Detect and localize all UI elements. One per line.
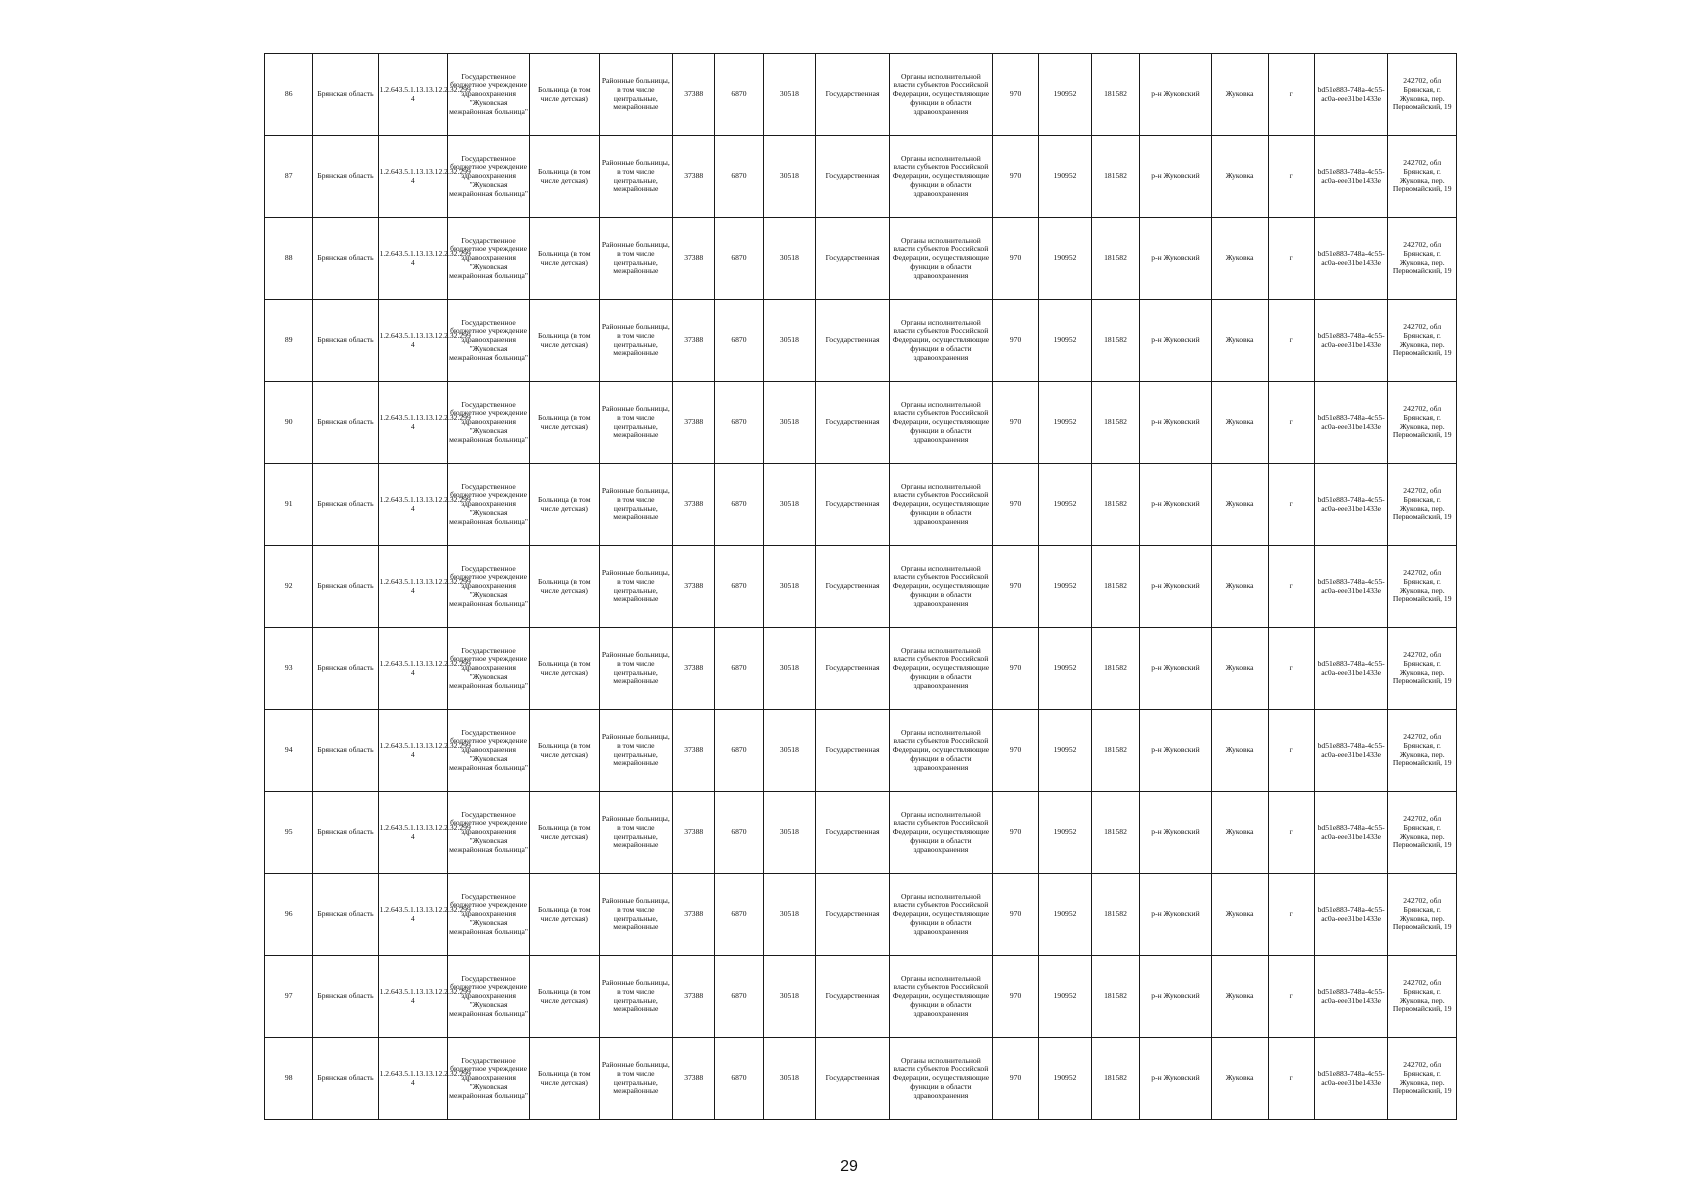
cell-authority: Органы исполнительной власти субъектов Российской Федерации, осуществляющие функции в области здравоохранения: [889, 136, 992, 218]
cell-district: р-н Жуковский: [1140, 382, 1212, 464]
cell-row-number: 95: [265, 792, 313, 874]
cell-ownership: Государственная: [816, 136, 890, 218]
table-row: [265, 628, 1457, 710]
cell-value-1: 37388: [673, 710, 715, 792]
cell-value-4: 970: [992, 1038, 1038, 1120]
cell-value-2: 6870: [715, 874, 763, 956]
cell-value-5: 190952: [1039, 628, 1092, 710]
cell-guid: bd51e883-748a-4c55-ac0a-eee31be1433e: [1314, 710, 1388, 792]
cell-value-4: 970: [992, 382, 1038, 464]
cell-facility-subtype: Районные больницы, в том числе центральные, межрайонные: [599, 956, 673, 1038]
cell-value-5: 190952: [1039, 464, 1092, 546]
cell-locality-type: г: [1268, 792, 1314, 874]
cell-institution: Государственное бюджетное учреждение здравоохранения "Жуковская межрайонная больница": [448, 874, 530, 956]
cell-value-6: 181582: [1091, 464, 1139, 546]
cell-guid: bd51e883-748a-4c55-ac0a-eee31be1433e: [1314, 546, 1388, 628]
cell-oid-code: 1.2.643.5.1.13.13.12.2.32.299 4: [378, 792, 447, 874]
cell-region: Брянская область: [313, 54, 378, 136]
cell-facility-subtype: Районные больницы, в том числе центральные, межрайонные: [599, 628, 673, 710]
table-body: [265, 54, 1457, 1120]
cell-district: р-н Жуковский: [1140, 546, 1212, 628]
cell-authority: Органы исполнительной власти субъектов Российской Федерации, осуществляющие функции в области здравоохранения: [889, 956, 992, 1038]
cell-address: 242702, обл Брянская, г. Жуковка, пер. Первомайский, 19: [1388, 792, 1457, 874]
cell-row-number: 97: [265, 956, 313, 1038]
cell-locality-type: г: [1268, 464, 1314, 546]
table-row: [265, 956, 1457, 1038]
cell-value-4: 970: [992, 218, 1038, 300]
cell-value-2: 6870: [715, 1038, 763, 1120]
cell-locality: Жуковка: [1211, 956, 1268, 1038]
cell-address: 242702, обл Брянская, г. Жуковка, пер. Первомайский, 19: [1388, 1038, 1457, 1120]
cell-authority: Органы исполнительной власти субъектов Российской Федерации, осуществляющие функции в области здравоохранения: [889, 54, 992, 136]
cell-locality: Жуковка: [1211, 546, 1268, 628]
cell-value-3: 30518: [763, 792, 816, 874]
cell-authority: Органы исполнительной власти субъектов Российской Федерации, осуществляющие функции в области здравоохранения: [889, 1038, 992, 1120]
cell-value-6: 181582: [1091, 300, 1139, 382]
cell-facility-subtype: Районные больницы, в том числе центральные, межрайонные: [599, 464, 673, 546]
cell-value-6: 181582: [1091, 136, 1139, 218]
cell-region: Брянская область: [313, 874, 378, 956]
cell-ownership: Государственная: [816, 874, 890, 956]
cell-locality-type: г: [1268, 54, 1314, 136]
cell-institution: Государственное бюджетное учреждение здравоохранения "Жуковская межрайонная больница": [448, 218, 530, 300]
cell-institution: Государственное бюджетное учреждение здравоохранения "Жуковская межрайонная больница": [448, 710, 530, 792]
cell-locality: Жуковка: [1211, 136, 1268, 218]
cell-value-6: 181582: [1091, 382, 1139, 464]
cell-value-4: 970: [992, 956, 1038, 1038]
cell-authority: Органы исполнительной власти субъектов Российской Федерации, осуществляющие функции в области здравоохранения: [889, 218, 992, 300]
cell-locality: Жуковка: [1211, 874, 1268, 956]
cell-facility-type: Больница (в том числе детская): [530, 956, 599, 1038]
cell-facility-subtype: Районные больницы, в том числе центральные, межрайонные: [599, 218, 673, 300]
cell-value-5: 190952: [1039, 382, 1092, 464]
cell-institution: Государственное бюджетное учреждение здравоохранения "Жуковская межрайонная больница": [448, 546, 530, 628]
cell-institution: Государственное бюджетное учреждение здравоохранения "Жуковская межрайонная больница": [448, 300, 530, 382]
cell-institution: Государственное бюджетное учреждение здравоохранения "Жуковская межрайонная больница": [448, 628, 530, 710]
cell-value-2: 6870: [715, 136, 763, 218]
cell-locality: Жуковка: [1211, 710, 1268, 792]
cell-institution: Государственное бюджетное учреждение здравоохранения "Жуковская межрайонная больница": [448, 1038, 530, 1120]
cell-locality: Жуковка: [1211, 218, 1268, 300]
cell-district: р-н Жуковский: [1140, 956, 1212, 1038]
cell-value-2: 6870: [715, 300, 763, 382]
cell-locality-type: г: [1268, 136, 1314, 218]
cell-authority: Органы исполнительной власти субъектов Российской Федерации, осуществляющие функции в области здравоохранения: [889, 628, 992, 710]
cell-locality-type: г: [1268, 1038, 1314, 1120]
cell-row-number: 87: [265, 136, 313, 218]
cell-facility-subtype: Районные больницы, в том числе центральные, межрайонные: [599, 136, 673, 218]
cell-guid: bd51e883-748a-4c55-ac0a-eee31be1433e: [1314, 136, 1388, 218]
cell-institution: Государственное бюджетное учреждение здравоохранения "Жуковская межрайонная больница": [448, 792, 530, 874]
cell-value-4: 970: [992, 300, 1038, 382]
cell-value-1: 37388: [673, 382, 715, 464]
cell-institution: Государственное бюджетное учреждение здравоохранения "Жуковская межрайонная больница": [448, 464, 530, 546]
cell-value-3: 30518: [763, 300, 816, 382]
cell-address: 242702, обл Брянская, г. Жуковка, пер. Первомайский, 19: [1388, 300, 1457, 382]
cell-oid-code: 1.2.643.5.1.13.13.12.2.32.299 4: [378, 218, 447, 300]
cell-value-2: 6870: [715, 218, 763, 300]
table-row: [265, 710, 1457, 792]
cell-address: 242702, обл Брянская, г. Жуковка, пер. Первомайский, 19: [1388, 136, 1457, 218]
cell-value-4: 970: [992, 54, 1038, 136]
cell-value-3: 30518: [763, 874, 816, 956]
cell-locality: Жуковка: [1211, 628, 1268, 710]
cell-facility-subtype: Районные больницы, в том числе центральные, межрайонные: [599, 710, 673, 792]
cell-value-1: 37388: [673, 218, 715, 300]
cell-address: 242702, обл Брянская, г. Жуковка, пер. Первомайский, 19: [1388, 546, 1457, 628]
cell-region: Брянская область: [313, 136, 378, 218]
cell-oid-code: 1.2.643.5.1.13.13.12.2.32.299 4: [378, 956, 447, 1038]
cell-locality: Жуковка: [1211, 464, 1268, 546]
cell-row-number: 98: [265, 1038, 313, 1120]
cell-locality: Жуковка: [1211, 792, 1268, 874]
cell-facility-type: Больница (в том числе детская): [530, 382, 599, 464]
cell-region: Брянская область: [313, 546, 378, 628]
cell-row-number: 96: [265, 874, 313, 956]
cell-locality: Жуковка: [1211, 1038, 1268, 1120]
cell-value-3: 30518: [763, 628, 816, 710]
cell-institution: Государственное бюджетное учреждение здравоохранения "Жуковская межрайонная больница": [448, 382, 530, 464]
cell-oid-code: 1.2.643.5.1.13.13.12.2.32.299 4: [378, 628, 447, 710]
cell-value-3: 30518: [763, 464, 816, 546]
table-row: [265, 546, 1457, 628]
cell-row-number: 90: [265, 382, 313, 464]
cell-ownership: Государственная: [816, 710, 890, 792]
cell-value-3: 30518: [763, 54, 816, 136]
cell-value-6: 181582: [1091, 792, 1139, 874]
cell-value-1: 37388: [673, 464, 715, 546]
cell-value-6: 181582: [1091, 218, 1139, 300]
cell-locality-type: г: [1268, 956, 1314, 1038]
cell-facility-type: Больница (в том числе детская): [530, 628, 599, 710]
cell-district: р-н Жуковский: [1140, 136, 1212, 218]
cell-value-2: 6870: [715, 710, 763, 792]
cell-district: р-н Жуковский: [1140, 218, 1212, 300]
cell-oid-code: 1.2.643.5.1.13.13.12.2.32.299 4: [378, 136, 447, 218]
cell-locality-type: г: [1268, 546, 1314, 628]
cell-row-number: 86: [265, 54, 313, 136]
table-row: [265, 874, 1457, 956]
cell-value-1: 37388: [673, 628, 715, 710]
cell-locality-type: г: [1268, 710, 1314, 792]
cell-facility-subtype: Районные больницы, в том числе центральные, межрайонные: [599, 54, 673, 136]
cell-facility-type: Больница (в том числе детская): [530, 710, 599, 792]
cell-region: Брянская область: [313, 956, 378, 1038]
cell-value-2: 6870: [715, 792, 763, 874]
table-row: [265, 300, 1457, 382]
cell-authority: Органы исполнительной власти субъектов Российской Федерации, осуществляющие функции в области здравоохранения: [889, 710, 992, 792]
cell-address: 242702, обл Брянская, г. Жуковка, пер. Первомайский, 19: [1388, 628, 1457, 710]
cell-district: р-н Жуковский: [1140, 1038, 1212, 1120]
table-row: [265, 792, 1457, 874]
cell-ownership: Государственная: [816, 546, 890, 628]
cell-address: 242702, обл Брянская, г. Жуковка, пер. Первомайский, 19: [1388, 874, 1457, 956]
cell-value-3: 30518: [763, 136, 816, 218]
cell-address: 242702, обл Брянская, г. Жуковка, пер. Первомайский, 19: [1388, 54, 1457, 136]
cell-ownership: Государственная: [816, 1038, 890, 1120]
cell-authority: Органы исполнительной власти субъектов Российской Федерации, осуществляющие функции в области здравоохранения: [889, 464, 992, 546]
cell-guid: bd51e883-748a-4c55-ac0a-eee31be1433e: [1314, 382, 1388, 464]
cell-value-6: 181582: [1091, 54, 1139, 136]
cell-address: 242702, обл Брянская, г. Жуковка, пер. Первомайский, 19: [1388, 710, 1457, 792]
cell-value-2: 6870: [715, 54, 763, 136]
cell-institution: Государственное бюджетное учреждение здравоохранения "Жуковская межрайонная больница": [448, 136, 530, 218]
cell-value-1: 37388: [673, 874, 715, 956]
cell-ownership: Государственная: [816, 792, 890, 874]
cell-locality-type: г: [1268, 218, 1314, 300]
cell-value-1: 37388: [673, 54, 715, 136]
cell-value-2: 6870: [715, 628, 763, 710]
cell-facility-subtype: Районные больницы, в том числе центральные, межрайонные: [599, 546, 673, 628]
cell-value-2: 6870: [715, 464, 763, 546]
cell-district: р-н Жуковский: [1140, 300, 1212, 382]
cell-facility-type: Больница (в том числе детская): [530, 464, 599, 546]
cell-value-1: 37388: [673, 136, 715, 218]
cell-region: Брянская область: [313, 218, 378, 300]
cell-facility-subtype: Районные больницы, в том числе центральные, межрайонные: [599, 874, 673, 956]
cell-region: Брянская область: [313, 710, 378, 792]
cell-guid: bd51e883-748a-4c55-ac0a-eee31be1433e: [1314, 874, 1388, 956]
table-row: [265, 218, 1457, 300]
cell-value-5: 190952: [1039, 710, 1092, 792]
cell-locality-type: г: [1268, 874, 1314, 956]
cell-oid-code: 1.2.643.5.1.13.13.12.2.32.299 4: [378, 1038, 447, 1120]
cell-authority: Органы исполнительной власти субъектов Российской Федерации, осуществляющие функции в области здравоохранения: [889, 382, 992, 464]
cell-value-3: 30518: [763, 710, 816, 792]
cell-value-2: 6870: [715, 382, 763, 464]
cell-row-number: 88: [265, 218, 313, 300]
cell-row-number: 89: [265, 300, 313, 382]
table-row: [265, 1038, 1457, 1120]
cell-facility-type: Больница (в том числе детская): [530, 1038, 599, 1120]
cell-region: Брянская область: [313, 464, 378, 546]
cell-value-5: 190952: [1039, 956, 1092, 1038]
cell-ownership: Государственная: [816, 464, 890, 546]
cell-address: 242702, обл Брянская, г. Жуковка, пер. Первомайский, 19: [1388, 382, 1457, 464]
cell-guid: bd51e883-748a-4c55-ac0a-eee31be1433e: [1314, 628, 1388, 710]
cell-facility-type: Больница (в том числе детская): [530, 300, 599, 382]
cell-oid-code: 1.2.643.5.1.13.13.12.2.32.299 4: [378, 546, 447, 628]
cell-region: Брянская область: [313, 1038, 378, 1120]
cell-authority: Органы исполнительной власти субъектов Российской Федерации, осуществляющие функции в области здравоохранения: [889, 546, 992, 628]
cell-ownership: Государственная: [816, 382, 890, 464]
cell-oid-code: 1.2.643.5.1.13.13.12.2.32.299 4: [378, 54, 447, 136]
cell-value-1: 37388: [673, 546, 715, 628]
cell-ownership: Государственная: [816, 628, 890, 710]
cell-facility-type: Больница (в том числе детская): [530, 54, 599, 136]
table-row: [265, 464, 1457, 546]
cell-guid: bd51e883-748a-4c55-ac0a-eee31be1433e: [1314, 300, 1388, 382]
cell-value-4: 970: [992, 628, 1038, 710]
cell-facility-subtype: Районные больницы, в том числе центральные, межрайонные: [599, 1038, 673, 1120]
cell-facility-type: Больница (в том числе детская): [530, 218, 599, 300]
cell-address: 242702, обл Брянская, г. Жуковка, пер. Первомайский, 19: [1388, 218, 1457, 300]
cell-ownership: Государственная: [816, 218, 890, 300]
cell-guid: bd51e883-748a-4c55-ac0a-eee31be1433e: [1314, 1038, 1388, 1120]
cell-value-1: 37388: [673, 300, 715, 382]
cell-locality: Жуковка: [1211, 54, 1268, 136]
cell-region: Брянская область: [313, 628, 378, 710]
table-row: [265, 54, 1457, 136]
cell-address: 242702, обл Брянская, г. Жуковка, пер. Первомайский, 19: [1388, 464, 1457, 546]
cell-district: р-н Жуковский: [1140, 792, 1212, 874]
cell-ownership: Государственная: [816, 956, 890, 1038]
cell-oid-code: 1.2.643.5.1.13.13.12.2.32.299 4: [378, 710, 447, 792]
cell-value-5: 190952: [1039, 300, 1092, 382]
cell-value-4: 970: [992, 792, 1038, 874]
cell-value-5: 190952: [1039, 136, 1092, 218]
cell-value-6: 181582: [1091, 1038, 1139, 1120]
cell-value-1: 37388: [673, 792, 715, 874]
cell-district: р-н Жуковский: [1140, 874, 1212, 956]
cell-institution: Государственное бюджетное учреждение здравоохранения "Жуковская межрайонная больница": [448, 54, 530, 136]
cell-authority: Органы исполнительной власти субъектов Российской Федерации, осуществляющие функции в области здравоохранения: [889, 792, 992, 874]
cell-value-4: 970: [992, 874, 1038, 956]
cell-value-5: 190952: [1039, 54, 1092, 136]
cell-oid-code: 1.2.643.5.1.13.13.12.2.32.299 4: [378, 382, 447, 464]
cell-region: Брянская область: [313, 792, 378, 874]
cell-oid-code: 1.2.643.5.1.13.13.12.2.32.299 4: [378, 464, 447, 546]
cell-facility-type: Больница (в том числе детская): [530, 546, 599, 628]
cell-value-5: 190952: [1039, 792, 1092, 874]
facility-register-table: [264, 53, 1457, 1120]
cell-district: р-н Жуковский: [1140, 464, 1212, 546]
cell-oid-code: 1.2.643.5.1.13.13.12.2.32.299 4: [378, 874, 447, 956]
cell-value-3: 30518: [763, 1038, 816, 1120]
cell-value-3: 30518: [763, 382, 816, 464]
cell-value-6: 181582: [1091, 874, 1139, 956]
cell-facility-type: Больница (в том числе детская): [530, 792, 599, 874]
cell-district: р-н Жуковский: [1140, 710, 1212, 792]
cell-value-3: 30518: [763, 218, 816, 300]
cell-value-4: 970: [992, 136, 1038, 218]
table-row: [265, 382, 1457, 464]
cell-authority: Органы исполнительной власти субъектов Российской Федерации, осуществляющие функции в области здравоохранения: [889, 874, 992, 956]
cell-value-5: 190952: [1039, 874, 1092, 956]
cell-value-2: 6870: [715, 956, 763, 1038]
cell-value-5: 190952: [1039, 1038, 1092, 1120]
cell-region: Брянская область: [313, 382, 378, 464]
cell-value-6: 181582: [1091, 956, 1139, 1038]
cell-row-number: 93: [265, 628, 313, 710]
cell-value-6: 181582: [1091, 710, 1139, 792]
cell-guid: bd51e883-748a-4c55-ac0a-eee31be1433e: [1314, 956, 1388, 1038]
cell-value-6: 181582: [1091, 628, 1139, 710]
cell-district: р-н Жуковский: [1140, 54, 1212, 136]
cell-value-4: 970: [992, 546, 1038, 628]
cell-oid-code: 1.2.643.5.1.13.13.12.2.32.299 4: [378, 300, 447, 382]
cell-facility-type: Больница (в том числе детская): [530, 874, 599, 956]
cell-facility-type: Больница (в том числе детская): [530, 136, 599, 218]
cell-facility-subtype: Районные больницы, в том числе центральные, межрайонные: [599, 300, 673, 382]
cell-value-2: 6870: [715, 546, 763, 628]
cell-row-number: 92: [265, 546, 313, 628]
cell-row-number: 94: [265, 710, 313, 792]
cell-guid: bd51e883-748a-4c55-ac0a-eee31be1433e: [1314, 218, 1388, 300]
cell-value-4: 970: [992, 710, 1038, 792]
cell-guid: bd51e883-748a-4c55-ac0a-eee31be1433e: [1314, 792, 1388, 874]
cell-value-6: 181582: [1091, 546, 1139, 628]
page-number: 29: [840, 1158, 858, 1175]
cell-ownership: Государственная: [816, 300, 890, 382]
cell-ownership: Государственная: [816, 54, 890, 136]
cell-value-3: 30518: [763, 546, 816, 628]
cell-facility-subtype: Районные больницы, в том числе центральные, межрайонные: [599, 792, 673, 874]
cell-value-1: 37388: [673, 1038, 715, 1120]
cell-locality-type: г: [1268, 300, 1314, 382]
cell-region: Брянская область: [313, 300, 378, 382]
cell-locality: Жуковка: [1211, 382, 1268, 464]
table-row: [265, 136, 1457, 218]
cell-authority: Органы исполнительной власти субъектов Российской Федерации, осуществляющие функции в области здравоохранения: [889, 300, 992, 382]
cell-value-5: 190952: [1039, 218, 1092, 300]
cell-locality: Жуковка: [1211, 300, 1268, 382]
cell-row-number: 91: [265, 464, 313, 546]
cell-value-4: 970: [992, 464, 1038, 546]
cell-value-5: 190952: [1039, 546, 1092, 628]
cell-district: р-н Жуковский: [1140, 628, 1212, 710]
cell-guid: bd51e883-748a-4c55-ac0a-eee31be1433e: [1314, 464, 1388, 546]
cell-locality-type: г: [1268, 628, 1314, 710]
cell-value-1: 37388: [673, 956, 715, 1038]
cell-value-3: 30518: [763, 956, 816, 1038]
cell-facility-subtype: Районные больницы, в том числе центральные, межрайонные: [599, 382, 673, 464]
cell-guid: bd51e883-748a-4c55-ac0a-eee31be1433e: [1314, 54, 1388, 136]
cell-locality-type: г: [1268, 382, 1314, 464]
cell-institution: Государственное бюджетное учреждение здравоохранения "Жуковская межрайонная больница": [448, 956, 530, 1038]
cell-address: 242702, обл Брянская, г. Жуковка, пер. Первомайский, 19: [1388, 956, 1457, 1038]
